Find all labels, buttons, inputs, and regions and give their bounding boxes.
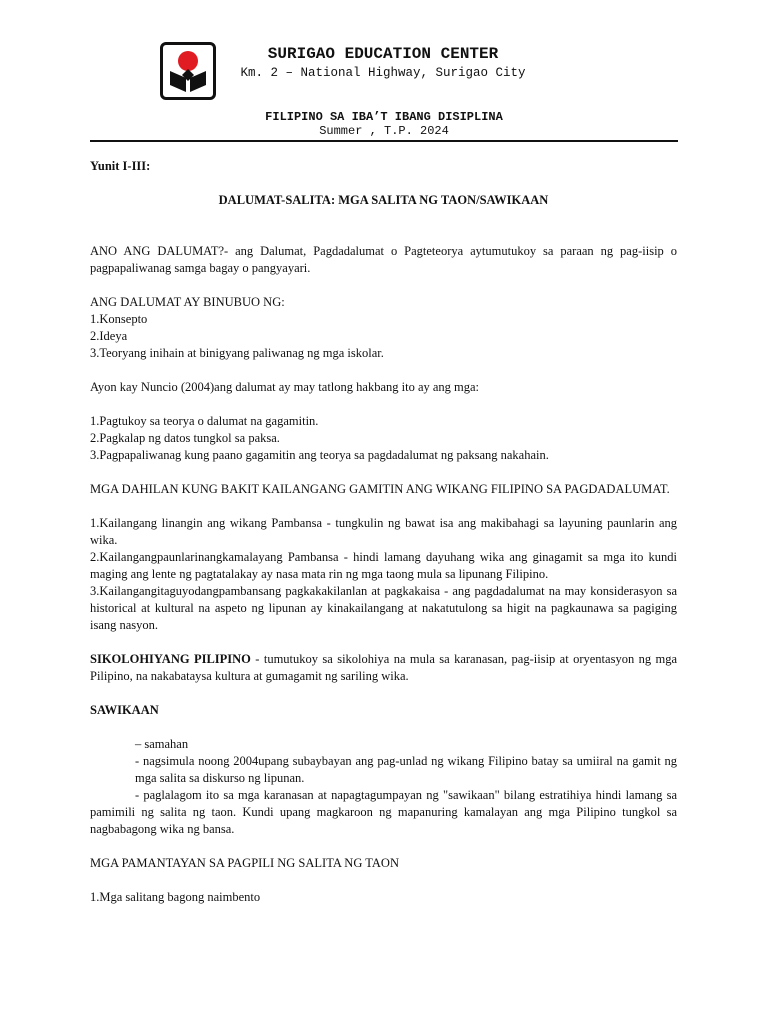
list-item: 1.Kailangang linangin ang wikang Pambansa - tungkulin ng bawat isa ang makibahagi sa layuning paunlarin ang wika. [90,516,677,547]
sawikaan-heading: SAWIKAAN [90,703,159,717]
list-item: 1.Mga salitang bagong naimbento [90,890,261,904]
sikolohiya-term: SIKOLOHIYANG PILIPINO [90,652,251,666]
unit-label: Yunit I-III: [90,159,151,173]
sawikaan-item: - paglalagom ito sa mga karanasan at napagtagumpayan ng "sawikaan" bilang estratihiya hindi lamang sa pamimili ng salita ng taon. Kundi upang magkaroon ng mapanuring kamalayan ang mga Pilipino tungkol sa nagbabagong wika ng bansa. [90,788,677,836]
list-item: 3.Pagpapaliwanag kung paano gagamitin ang teorya sa pagdadalumat ng paksang nakahain. [90,448,549,462]
list-item: 2.Ideya [90,329,128,343]
list-item: 3.Kailangangitaguyodangpambansang pagkakakilanlan at pagkakaisa - ang pagdadalumat na may konsiderasyon sa historical at kultural na aspeto ng lipunan ay kinakailangang at nakatutulong sa higit na pagkaunawa sa pagiging isang nasyon. [90,584,677,632]
school-logo-icon [160,42,216,100]
list-item: 3.Teoryang inihain at binigyang paliwanag ng mga iskolar. [90,346,384,360]
dalumat-definition: ANO ANG DALUMAT?- ang Dalumat, Pagdadalumat o Pagteteorya aytumutukoy sa paraan ng pag-iisip o pagpapaliwanag samga bagay o pangyayari. [90,244,677,275]
sawikaan-item: – samahan [135,737,189,751]
dahilan-heading: MGA DAHILAN KUNG BAKIT KAILANGANG GAMITIN ANG WIKANG FILIPINO SA PAGDADALUMAT. [90,482,670,496]
list-item: 1.Pagtukoy sa teorya o dalumat na gagamitin. [90,414,319,428]
header-divider [90,140,678,142]
section-heading: DALUMAT-SALITA: MGA SALITA NG TAON/SAWIKAAN [218,193,549,207]
school-name: SURIGAO EDUCATION CENTER [267,45,499,63]
list-item: 2.Pagkalap ng datos tungkol sa paksa. [90,431,280,445]
list-item: 2.Kailangangpaunlarinangkamalayang Pambansa - hindi lamang dayuhang wika ang ginagamit sa mga ito kundi maging ang lente ng pagtatalakay ay nasa mata rin ng mga taong mula sa lipunang Filipino. [90,550,677,581]
sikolohiya-definition: - tumutukoy sa sikolohiya na mula sa karanasan, pag-iisip at oryentasyon ng mga Pilipino, na nakabataysa kultura at gumagamit ng sariling wika. [90,652,677,683]
sikolohiya-paragraph [90,651,677,685]
list-item: 1.Konsepto [90,312,148,326]
nuncio-paragraph: Ayon kay Nuncio (2004)ang dalumat ay may tatlong hakbang ito ay ang mga: [90,380,480,394]
binubuo-heading: ANG DALUMAT AY BINUBUO NG: [90,295,285,309]
school-address: Km. 2 – National Highway, Surigao City [240,66,526,80]
pamantayan-heading: MGA PAMANTAYAN SA PAGPILI NG SALITA NG TAON [90,856,399,870]
document-body [90,158,677,906]
course-title: FILIPINO SA IBA’T IBANG DISIPLINA [265,110,503,124]
sawikaan-item: - nagsimula noong 2004upang subaybayan ang pag-unlad ng wikang Filipino batay sa umiiral na gamit ng mga salita sa diskurso ng lipunan. [135,754,677,785]
course-term: Summer , T.P. 2024 [319,124,449,138]
